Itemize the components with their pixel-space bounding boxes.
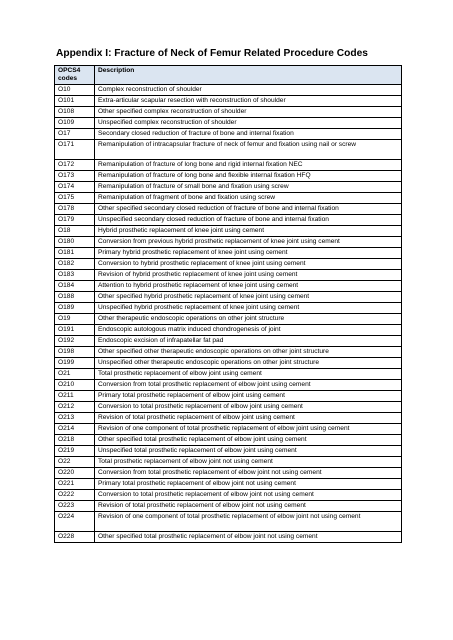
code-cell: O22	[55, 457, 95, 468]
code-cell: O183	[55, 270, 95, 281]
description-cell: Conversion to hybrid prosthetic replacement of knee joint using cement	[95, 259, 402, 270]
table-row	[55, 237, 402, 248]
table-row	[55, 226, 402, 237]
table-row	[55, 347, 402, 358]
description-cell: Conversion from total prosthetic replacement of elbow joint not using cement	[95, 468, 402, 479]
table-row	[55, 358, 402, 369]
description-cell: Revision of one component of total prosthetic replacement of elbow joint not using cement	[95, 512, 402, 532]
code-cell: O173	[55, 171, 95, 182]
table-row	[55, 391, 402, 402]
code-cell: O18	[55, 226, 95, 237]
code-cell: O182	[55, 259, 95, 270]
table-row	[55, 336, 402, 347]
description-cell: Other therapeutic endoscopic operations on other joint structure	[95, 314, 402, 325]
description-cell: Conversion to total prosthetic replacement of elbow joint using cement	[95, 402, 402, 413]
table-row	[55, 118, 402, 129]
code-cell: O221	[55, 479, 95, 490]
description-cell: Remanipulation of fracture of long bone and flexible internal fixation HFQ	[95, 171, 402, 182]
code-cell: O172	[55, 160, 95, 171]
description-cell: Primary total prosthetic replacement of elbow joint not using cement	[95, 479, 402, 490]
description-cell: Complex reconstruction of shoulder	[95, 85, 402, 96]
description-cell: Secondary closed reduction of fracture of bone and internal fixation	[95, 129, 402, 140]
description-cell: Unspecified total prosthetic replacement of elbow joint using cement	[95, 446, 402, 457]
table-row	[55, 292, 402, 303]
table-row	[55, 96, 402, 107]
code-cell: O184	[55, 281, 95, 292]
description-cell: Remanipulation of fracture of long bone and rigid internal fixation NEC	[95, 160, 402, 171]
description-cell: Remanipulation of fragment of bone and fixation using screw	[95, 193, 402, 204]
table-row	[55, 468, 402, 479]
table-row	[55, 457, 402, 468]
description-cell: Unspecified secondary closed reduction of fracture of bone and internal fixation	[95, 215, 402, 226]
table-row	[55, 446, 402, 457]
description-cell: Revision of hybrid prosthetic replacement of knee joint using cement	[95, 270, 402, 281]
description-cell: Conversion from total prosthetic replacement of elbow joint using cement	[95, 380, 402, 391]
code-cell: O192	[55, 336, 95, 347]
table-row	[55, 479, 402, 490]
description-cell: Revision of total prosthetic replacement of elbow joint using cement	[95, 413, 402, 424]
description-cell: Hybrid prosthetic replacement of knee joint using cement	[95, 226, 402, 237]
table-row	[55, 171, 402, 182]
code-cell: O210	[55, 380, 95, 391]
code-cell: O189	[55, 303, 95, 314]
table-row	[55, 512, 402, 532]
description-cell: Primary hybrid prosthetic replacement of knee joint using cement	[95, 248, 402, 259]
table-header-row	[55, 66, 402, 85]
code-cell: O179	[55, 215, 95, 226]
description-cell: Primary total prosthetic replacement of elbow joint using cement	[95, 391, 402, 402]
code-cell: O220	[55, 468, 95, 479]
description-cell: Other specified hybrid prosthetic replacement of knee joint using cement	[95, 292, 402, 303]
table-row	[55, 303, 402, 314]
code-cell: O188	[55, 292, 95, 303]
code-cell: O171	[55, 140, 95, 160]
table-row	[55, 424, 402, 435]
code-cell: O174	[55, 182, 95, 193]
procedure-codes-table	[54, 65, 402, 543]
description-cell: Other specified total prosthetic replacement of elbow joint using cement	[95, 435, 402, 446]
code-cell: O211	[55, 391, 95, 402]
code-cell: O17	[55, 129, 95, 140]
table-row	[55, 204, 402, 215]
code-cell: O10	[55, 85, 95, 96]
table-row	[55, 107, 402, 118]
code-cell: O181	[55, 248, 95, 259]
code-cell: O109	[55, 118, 95, 129]
code-cell: O175	[55, 193, 95, 204]
description-cell: Remanipulation of fracture of small bone and fixation using screw	[95, 182, 402, 193]
description-cell: Revision of total prosthetic replacement of elbow joint not using cement	[95, 501, 402, 512]
description-cell: Revision of one component of total prosthetic replacement of elbow joint using cement	[95, 424, 402, 435]
description-cell: Conversion from previous hybrid prosthetic replacement of knee joint using cement	[95, 237, 402, 248]
table-row	[55, 325, 402, 336]
table-row	[55, 490, 402, 501]
code-cell: O224	[55, 512, 95, 532]
code-cell: O21	[55, 369, 95, 380]
code-cell: O219	[55, 446, 95, 457]
table-row	[55, 140, 402, 160]
column-header-code: OPCS4 codes	[55, 66, 95, 85]
table-row	[55, 85, 402, 96]
description-cell: Other specified complex reconstruction of shoulder	[95, 107, 402, 118]
description-cell: Total prosthetic replacement of elbow joint using cement	[95, 369, 402, 380]
table-row	[55, 281, 402, 292]
table-row	[55, 435, 402, 446]
code-cell: O223	[55, 501, 95, 512]
table-body	[55, 85, 402, 543]
description-cell: Other specified total prosthetic replacement of elbow joint not using cement	[95, 532, 402, 543]
table-row	[55, 532, 402, 543]
code-cell: O198	[55, 347, 95, 358]
code-cell: O108	[55, 107, 95, 118]
table-row	[55, 160, 402, 171]
code-cell: O214	[55, 424, 95, 435]
description-cell: Unspecified complex reconstruction of shoulder	[95, 118, 402, 129]
code-cell: O213	[55, 413, 95, 424]
description-cell: Endoscopic excision of infrapatellar fat pad	[95, 336, 402, 347]
code-cell: O199	[55, 358, 95, 369]
code-cell: O180	[55, 237, 95, 248]
description-cell: Other specified other therapeutic endoscopic operations on other joint structure	[95, 347, 402, 358]
description-cell: Conversion to total prosthetic replacement of elbow joint not using cement	[95, 490, 402, 501]
table-row	[55, 215, 402, 226]
table-row	[55, 193, 402, 204]
table-row	[55, 129, 402, 140]
table-row	[55, 314, 402, 325]
description-cell: Other specified secondary closed reduction of fracture of bone and internal fixation	[95, 204, 402, 215]
table-row	[55, 402, 402, 413]
code-cell: O191	[55, 325, 95, 336]
code-cell: O228	[55, 532, 95, 543]
code-cell: O212	[55, 402, 95, 413]
description-cell: Unspecified hybrid prosthetic replacement of knee joint using cement	[95, 303, 402, 314]
table-row	[55, 413, 402, 424]
description-cell: Remanipulation of intracapsular fracture of neck of femur and fixation using nail or screw	[95, 140, 402, 160]
description-cell: Total prosthetic replacement of elbow joint not using cement	[95, 457, 402, 468]
code-cell: O101	[55, 96, 95, 107]
column-header-description: Description	[95, 66, 402, 85]
table-row	[55, 182, 402, 193]
table-row	[55, 501, 402, 512]
description-cell: Unspecified other therapeutic endoscopic operations on other joint structure	[95, 358, 402, 369]
code-cell: O218	[55, 435, 95, 446]
page-title: Appendix I: Fracture of Neck of Femur Related Procedure Codes	[56, 48, 368, 59]
code-cell: O178	[55, 204, 95, 215]
code-cell: O19	[55, 314, 95, 325]
description-cell: Attention to hybrid prosthetic replacement of knee joint using cement	[95, 281, 402, 292]
table-row	[55, 259, 402, 270]
table-row	[55, 369, 402, 380]
code-cell: O222	[55, 490, 95, 501]
table-row	[55, 248, 402, 259]
table-row	[55, 380, 402, 391]
table-row	[55, 270, 402, 281]
description-cell: Endoscopic autologous matrix induced chondrogenesis of joint	[95, 325, 402, 336]
description-cell: Extra-articular scapular resection with reconstruction of shoulder	[95, 96, 402, 107]
